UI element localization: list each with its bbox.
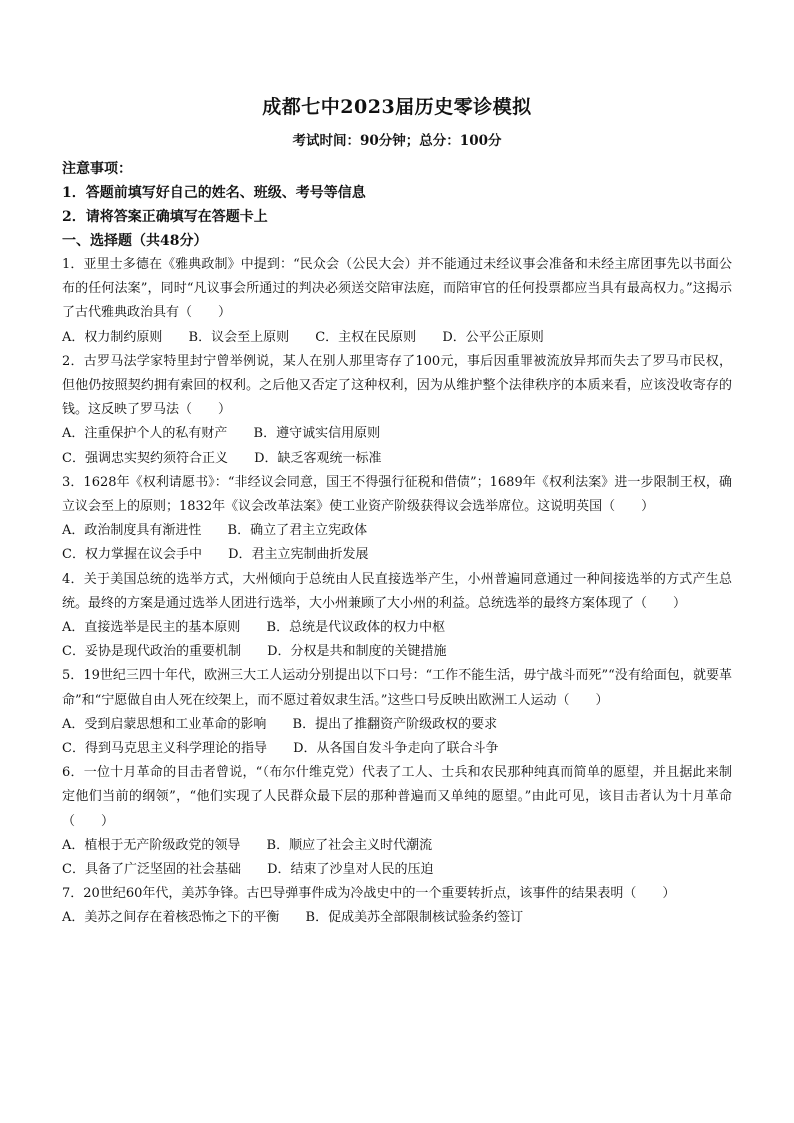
question-6 (62, 761, 732, 882)
page-title: 成都七中2023届历史零诊模拟 (262, 96, 532, 118)
option-b: B．提出了推翻资产阶级政权的要求 (292, 716, 498, 732)
option-row (62, 519, 732, 543)
question-1 (62, 253, 732, 350)
notice-item: 2．请将答案正确填写在答题卡上 (62, 209, 268, 225)
option-row (62, 640, 732, 664)
option-d: D．从各国自发斗争走向了联合斗争 (293, 741, 499, 757)
option-d: D．公平公正原则 (442, 329, 544, 345)
question-stem: 4．关于美国总统的选举方式，大州倾向于总统由人民直接选举产生，小州普遍同意通过一种间接选举的方式产生总统。最终的方案是通过选举人团进行选举，大小州兼顾了大小州的利益。总统选举的最终方案体现了（ ） (62, 571, 732, 611)
question-stem: 7．20世纪60年代，美苏争锋。古巴导弹事件成为冷战史中的一个重要转折点，该事件的结果表明（ ） (62, 886, 676, 902)
exam-page (62, 92, 732, 931)
option-row (62, 737, 732, 761)
question-3 (62, 471, 732, 568)
option-d: D．分权是共和制度的关键措施 (267, 644, 447, 660)
question-4 (62, 568, 732, 665)
question-stem: 5．19世纪三四十年代，欧洲三大工人运动分别提出以下口号：“工作不能生活，毋宁战斗而死”“没有给面包，就要革命”和“宁愿做自由人死在绞架上，而不愿过着奴隶生活。”这些口号反映出欧洲工人运动（ ） (62, 668, 732, 708)
option-b: B．促成美苏全部限制核试验条约签订 (305, 910, 524, 926)
option-a: A．政治制度具有渐进性 (62, 523, 202, 539)
question-7 (62, 882, 732, 930)
question-stem: 6．一位十月革命的目击者曾说，“（布尔什维克党）代表了工人、士兵和农民那种纯真而简单的愿望，并且据此来制定他们当前的纲领”，“他们实现了人民群众最下层的那种普遍而又单纯的愿望。”由此可见，该目击者认为十月革命（ ） (62, 765, 732, 829)
option-row (62, 543, 732, 567)
option-row (62, 906, 732, 930)
option-row (62, 616, 732, 640)
section-heading: 一、选择题（共48分） (62, 233, 208, 249)
option-c: C．具备了广泛坚固的社会基础 (62, 862, 241, 878)
option-a: A．美苏之间存在着核恐怖之下的平衡 (62, 910, 280, 926)
notice-heading: 注意事项： (62, 161, 132, 177)
option-row (62, 447, 732, 471)
question-stem: 1．亚里士多德在《雅典政制》中提到：“民众会（公民大会）并不能通过未经议事会准备和未经主席团事先以书面公布的任何法案”，同时“凡议事会所通过的判决必须送交陪审法庭，而陪审官的任何投票都应当具有最高权力。”这揭示了古代雅典政治具有（ ） (62, 257, 732, 321)
option-a: A．直接选举是民主的基本原则 (62, 620, 241, 636)
option-row (62, 422, 732, 446)
option-b: B．总统是代议政体的权力中枢 (266, 620, 446, 636)
option-b: B．顺应了社会主义时代潮流 (266, 837, 433, 853)
option-c: C．权力掌握在议会手中 (62, 547, 202, 563)
option-row (62, 713, 732, 737)
question-stem: 2．古罗马法学家特里封宁曾举例说，某人在别人那里寄存了100元，事后因重罪被流放异邦而失去了罗马市民权，但他仍按照契约拥有索回的权利。之后他又否定了这种权利，因为从维护整个法律秩序的本质来看，应该没收寄存的钱。这反映了罗马法（ ） (62, 353, 732, 418)
question-stem: 3．1628年《权利请愿书》：“非经议会同意，国王不得强行征税和借债”；1689年《权利法案》进一步限制王权，确立议会至上的原则；1832年《议会改革法案》使工业资产阶级获得议会选举席位。这说明英国（ ） (62, 474, 732, 515)
option-a: A．注重保护个人的私有财产 (62, 426, 228, 442)
option-b: B．议会至上原则 (188, 329, 290, 345)
option-c: C．得到马克思主义科学理论的指导 (62, 741, 267, 757)
exam-info: 考试时间：90分钟；总分：100分 (292, 133, 502, 149)
notice-item: 1．答题前填写好自己的姓名、班级、考号等信息 (62, 185, 366, 201)
question-5 (62, 664, 732, 761)
option-b: B．遵守诚实信用原则 (253, 426, 381, 442)
question-2 (62, 350, 732, 471)
option-d: D．君主立宪制曲折发展 (228, 547, 369, 563)
option-d: D．缺乏客观统一标准 (254, 450, 382, 466)
option-row (62, 834, 732, 858)
option-a: A．受到启蒙思想和工业革命的影响 (62, 716, 267, 732)
option-c: C．强调忠实契约须符合正义 (62, 450, 228, 466)
option-row (62, 858, 732, 882)
option-d: D．结束了沙皇对人民的压迫 (267, 862, 434, 878)
option-b: B．确立了君主立宪政体 (227, 523, 368, 539)
option-row (62, 326, 732, 350)
option-c: C．主权在民原则 (315, 329, 417, 345)
option-a: A．植根于无产阶级政党的领导 (62, 837, 241, 853)
option-c: C．妥协是现代政治的重要机制 (62, 644, 241, 660)
option-a: A．权力制约原则 (62, 329, 163, 345)
